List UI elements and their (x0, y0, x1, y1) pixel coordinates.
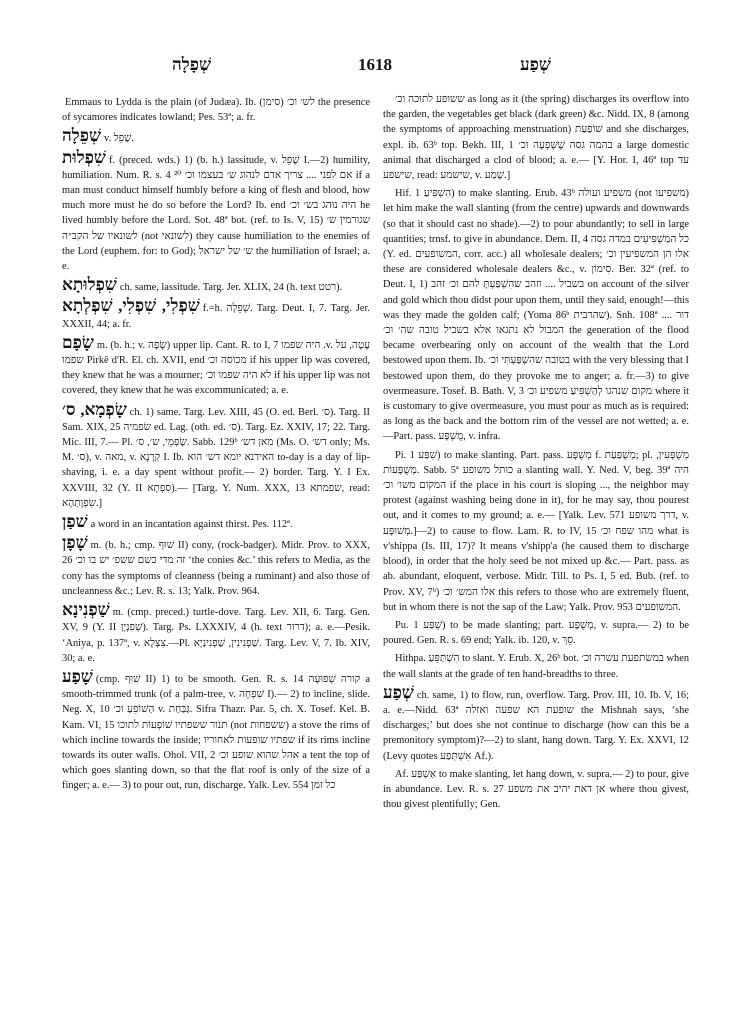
entry-headword: שָׁפָן (62, 533, 88, 553)
entry-text: Af. אַשְׁפַּע to make slanting, let hang down, v. supra.— 2) to pour, give in abundance. Lev. R. s. 27 אן דאת יהיב את משפע where thou givest, thou givest plentifully; Gen. (383, 768, 689, 811)
entry-text: m. (b. h.; cmp. שׁוּף II) cony, (rock-badger). Midr. Prov. to XXX, 26 זה מדי כשם ששפ׳ יש בו וכ׳ ‘the conies &c.’ this refers to Media, as the cony has the symptoms of cleanness (being a ruminant) and also those of uncleanness &c.; Lev. R. s. 13; Yalk. Prov. 964. (62, 540, 370, 597)
dictionary-entry (62, 277, 370, 295)
entry-headword: שְׁפַע (383, 682, 414, 702)
dictionary-entry (62, 298, 370, 331)
left-column (62, 92, 370, 1010)
entry-text: Emmaus to Lydda is the plain (of Judæa). Ib. (סימן) לש׳ וכ׳ the presence of sycamores indicates lowland; Pes. 53ª; a. fr. (62, 97, 370, 124)
entry-text: Hithpa. הִשְׁתַּפֵּעַ to slant. Y. Erub. X, 26ᵇ bot. במשתפעת עשרה וכ׳ when the wall slants at the grade of ten hand-breadths to three. (383, 653, 689, 680)
entry-text: m. (cmp. preced.) turtle-dove. Targ. Lev. XII, 6. Targ. Gen. XV, 9 (Y. II שְׁפִנְיָן). Targ. Ps. LXXXIV, 4 (h. text דרור); a. e.—Pesik. ‘Aniya, p. 137ª, v. צִצְלָא.—Pl. שַׁפְנִינִין, שַׁפְנִינַיָא. Targ. Lev. V, 7. Ib. XIV, 30; a. e. (62, 607, 370, 664)
dictionary-entry (62, 147, 370, 275)
entry-text: ששופע לתוכה וכ׳ as long as it (the spring) discharges its overflow into the garden, the vegetables get black (dark green) &c. Nidd. IX, 8 (among the symptoms of approaching menstruation) שׁוֹפַעַת and she discharges, expl. ib. 63ᵇ top. Bekh. III, 1 בהמה גסה שֶׁשָּׁפְעָה וכ׳ a large domestic animal that discharged a clod of blood; a. e.— [Y. Hor. I, 46ª top עד שישפע, read: שישמע, v. שָׁמַע.] (383, 94, 689, 182)
dictionary-entry (62, 535, 370, 599)
entry-continuation (383, 92, 689, 183)
verb-stem-section (383, 651, 689, 681)
entry-headword: שָׂפָם (62, 332, 94, 352)
page-number: 1618 (358, 55, 392, 74)
dictionary-entry (383, 682, 689, 764)
verb-stem-section (383, 618, 689, 648)
right-column (383, 92, 689, 1010)
dictionary-entry (62, 666, 370, 794)
entry-text: a word in an incantation against thirst. Pes. 112ª. (90, 519, 293, 531)
entry-text: (cmp. שׁוּף II) 1) to be smooth. Gen. R. s. 14 קורה שְׁפוּעָה a smooth-trimmed trunk (of a palm-tree, v. שִׁפְחָה I).— 2) to incline, slide. Neg. X, 10 הַשׁוֹפֵעַ וכ׳ v. גַּבַּחַת. Sifra Thazr. Par. 5, ch. X. Tosef. Kel. B. Kam. VI, 15 תנור ששפתיו שׁוֹפְעוֹת לתוכו (not ששפחות) a stove the rims of which incline towards the inside; שפתיו שופעות לאחוריו if its rims incline towards its outer walls. Ohol. VII, 2 אהל שהוא שופע וכ׳ a tent the top of which goes slanting down, so that the flat roof is only of the size of a finger; a. e.— 3) to pour out, run, discharge. Yalk. Lev. 554 כל זמן (62, 673, 370, 792)
dictionary-entry (62, 399, 370, 511)
dictionary-entry (62, 332, 370, 399)
verb-stem-section (383, 186, 689, 444)
dictionary-entry (62, 92, 370, 125)
header-left-guide-word: שְׁפָלָה (172, 55, 212, 74)
header-right-guide-word: שְׁפַע (520, 55, 551, 74)
running-header (0, 55, 750, 79)
entry-text: ch. same, lassitude. Targ. Jer. XLIX, 24 (h. text רטט). (119, 282, 343, 294)
entry-headword: שִׁפְלִי, שִׁפְלִי, שִׁפְלְתָא (62, 296, 200, 316)
entry-headword: שִׁפְלוּת (62, 147, 106, 167)
entry-text: Pi. שִׁפַּע 1) to make slanting. Part. pass. מְשֻׁפָּע f. מְשֻׁפַּעַת; pl. מְשֻׁפָּעִין, מְשֻׁפָּעוֹת. Sabb. 5ª כותל משופע a slanting wall. Y. Ned. V, beg. 39ª היה המקום משו׳ וכ׳ if the place in his court is sloping ..., the neighbor may protest (against washing being done in it), for he may say, thou pourest out, and it comes to my ground; a. e.— [Yalk. Lev. 571 דרך משופע, v. מְשׁוּפָּע.]—2) to cause to flow. Lam. R. to IV, 15 מהו שפח וכ׳ what is v'shippa (Is. III, 17)? It means v'shipp'a (he caused them to discharge blood), in order that the holy seed be not mixed up &c.— Part. pass. as ab. abundant, eloquent, verbose. Midr. Till. to Ps. I, 5 ed. Bub. (ref. to Prov. XV, 7ᵇ) אלו המש׳ וכ׳ this refers to those who are extremely fluent, but in whom there is not the sap of the Law; Yalk. Prov. 953 המשופעים. (383, 449, 689, 613)
dictionary-entry (62, 514, 370, 532)
verb-stem-section (383, 448, 689, 615)
entry-text: ch. same, 1) to flow, run, overflow. Targ. Prov. III, 10. Ib. V, 16; a. e.—Nidd. 63ª שופעת הא שפעה ואזלה the Mishnah says, ‘she discharges;’ but does she not continue to discharge (how can this be a premonitory symptom)?—2) to slant, hang down. Targ. Y. Ex. XXVI, 12 (Levy quotes אִשְׁתְּפַע Af.). (383, 689, 689, 762)
dictionary-entry (62, 128, 370, 146)
entry-headword: שְׁפֵלָה (62, 126, 102, 146)
entry-text: m. (b. h.; v. שָׂפָה) upper lip. Cant. R. to I, 7 היה שפמו .v. עָטָה, על שפמו Pirkê d'R. El. ch. XVII, end מכוסה וכ׳ if his upper lip was covered, they knew that he was a mourner; לא היה שפמו וכ׳ if his upper lip was not covered, they knew that he was excommunicated; a. e. (62, 339, 370, 397)
dictionary-entry (62, 602, 370, 666)
entry-text: v. שָׁפֵל. (104, 133, 135, 145)
entry-headword: שָׁפַע (62, 666, 93, 686)
entry-headword: שַׁפְנִינָא (62, 600, 110, 620)
entry-text: Hif. הִשְׁפִּיעַ 1) to make slanting. Erub. 43ᵇ משפיע ועולה (not משפיעו) let him make the wall slanting (from the centre) upwards and downwards (so that it should cast no shade).—2) to pour abundantly; to sell in large quantities; trnsf. to give in abundance. Dem. II, 4 כל המַשְׁפִּיעִים במדה גסה (Y. ed. המשופעים, corr. acc.) all wholesale dealers; אלו הן המשפיעין וכ׳ these are considered wholesale dealers &c., v. סִימוֹן. Ber. 32ª (ref. to Deut. I, 1) בשביל .... וזהב שהִשְׁפַּעְתָּ להם וכ׳ זהב on account of the silver and gold which thou didst pour upon them, until they said, enough!—this was they made the golden calf; (Yoma 86ᵇ שהרבית). Snh. 108ª .... דור המבול לא נתגאו אלא בשביל טובה שה׳ וכ׳ the generation of the flood became overbearing only on account of the wealth that the Lord bestowed upon them. Ib. בטובה שהִשְׁפַּעְתִּי וכ׳ with the very blessing that I bestowed upon them, do they provoke me to anger; a. fr.—3) to give overmeasure. Tosef. B. Bath. V, 3 מקום שנהגו לְהַשְׁפִּיעַ משפיע וכ׳ where it is customary to give overmeasure, you must pour as much as is required: as long as the back and the bottom rim of the vessel are not wetted; a. e.—Part. pass. מֻשְׁפָּע, v. infra. (383, 188, 689, 443)
entry-headword: שׁפַן (62, 512, 88, 532)
entry-text: ch. 1) same. Targ. Lev. XIII, 45 (O. ed. Berl. ס׳). Targ. II Sam. XIX, 25 שׂפמיה ed. Lag. (oth. ed. ס׳). Targ. Ez. XXIV, 17; 22. Targ. Mic. III, 7.— Pl. שָׂפְמֵי, ש׳, ס׳. Sabb. 129ᵇ מאן דש׳ (Ms. O. דש׳ only; Ms. M. ס׳), v. מאה, v. קְרָנָא I. Ib. האידנא יומא דש׳ הוא to-day is a day of lip-shaving, i. e. a day spent without profit.— 2) border. Targ. Y. I Ex. XXVIII, 32 (Y. II סִפְתָא).— [Targ. Y. Num. XXX, 13 שפמתא, read: שִׂפְוָתַהָא.] (62, 406, 370, 509)
entry-headword: שִׁפְלוּתָא (62, 275, 117, 295)
entry-text: f.=h. שְׁפֵלָה. Targ. Deut. I, 7. Targ. Jer. XXXII, 44; a. fr. (62, 303, 370, 330)
verb-stem-section (383, 767, 689, 813)
entry-text: f. (preced. wds.) 1) (b. h.) lassitude, v. שָׁפֵל I.—2) humility, humiliation. Num. R. s. 4 ²⁰ אם לפני .... צריך אדם לנהוג ש׳ בעצמו וכ׳ if a man must conduct himself humbly before a king of flesh and blood, how much more must he do so before the Lord? Ib. end היה נוהג בש׳ וכ׳ he lived humbly before the Lord. Sot. 48ª bot. (ref. to Is. V, 15) שגורמין ש׳ לשונאיו של הקב״ה (not לשונאי) they cause humiliation to the enemies of the Lord (euphem. for: to God); ש׳ של ישראל the humiliation of Israel; a. e. (62, 154, 370, 273)
entry-headword: שָׂפְמָא, ס׳ (62, 399, 127, 419)
entry-text: Pu. שֻׁפַּע 1) to be made slanting; part. מְשֻׁפָּע, v. supra.— 2) to be poured. Gen. R. s. 69 end; Yalk. ib. 120, v. סֵךְ. (383, 619, 689, 647)
